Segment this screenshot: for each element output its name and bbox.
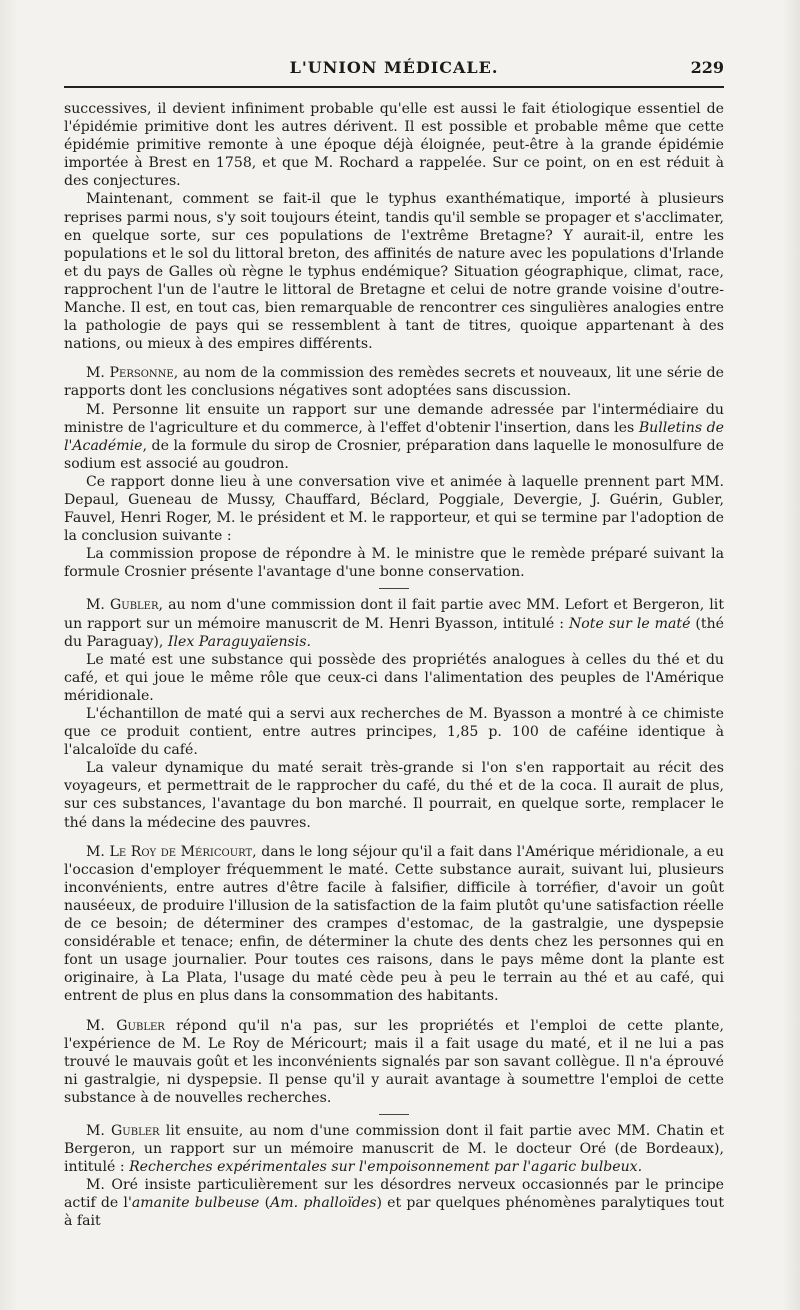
paragraph-epidemic-origin: successives, il devient infiniment probable qu'elle est aussi le fait étiologique essentiel de l'épidémie primitive dont les autres dérivent. Il est possible et probable même que cette épidémie primitive remonte à une époque déjà éloignée, peut-être à la grande épidémie importée à Brest en 1758, et que M. Rochard a rappelée. Sur ce point, on en est réduit à des conjectures. [64, 101, 724, 190]
page-number: 229 [690, 58, 724, 77]
species-name: amanite bulbeuse [131, 1195, 260, 1212]
running-header [64, 52, 724, 88]
speaker-name: M. Gubler [86, 597, 159, 614]
paragraph-gubler-mate-report: M. Gubler, au nom d'une commission dont il fait partie avec MM. Lefort et Bergeron, lit un rapport sur un mémoire manuscrit de M. Henri Byasson, intitulé : Note sur le maté (thé du Paraguay), Ilex Paraguyaïensis. [64, 597, 725, 650]
article-body [64, 100, 724, 1231]
paragraph-le-roy-remarks: M. Le Roy de Méricourt, dans le long séjour qu'il a fait dans l'Amérique méridionale, a eu l'occasion d'employer fréquemment le maté. Cette substance aurait, suivant lui, plusieurs inconvénients, entre autres d'être facile à falsifier, difficile à torréfier, d'avoir un goût nauséeux, de produire l'illusion de la satisfaction de la faim plutôt qu'une satisfaction réelle de ce besoin; de déterminer des crampes d'estomac, de la gastralgie, une dyspepsie considérable et tenace; enfin, de déterminer la chute des dents chez les personnes qui en font un usage journalier. Pour toutes ces raisons, dans le pays même dont la plante est originaire, à La Plata, l'usage du maté cède peu à peu le terrain au thé et au café, qui entrent de plus en plus dans la consommation des habitants. [64, 843, 724, 1005]
paragraph-ore-findings: M. Oré insiste particulièrement sur les désordres nerveux occasionnés par le principe actif de l'amanite bulbeuse (Am. phalloïdes) et par quelques phénomènes paralytiques tout à fait [64, 1177, 725, 1230]
section-divider [379, 588, 409, 589]
section-gap [64, 832, 724, 843]
speaker-name: M. Le Roy de Méricourt [86, 843, 253, 860]
paragraph-gubler-response: M. Gubler répond qu'il n'a pas, sur les propriétés et l'emploi de cette plante, l'expérience de M. Le Roy de Méricourt; mais il a fait usage du maté, et il ne lui a pas trouvé le mauvais goût et les inconvénients signalés par son savant collègue. Il n'a éprouvé ni gastralgie, ni dyspepsie. Il pense qu'il y aurait avantage à soumettre l'emploi de cette substance à de nouvelles recherches. [64, 1017, 724, 1106]
section-divider [379, 1114, 409, 1115]
journal-title: L'UNION MÉDICALE. [289, 58, 499, 77]
paragraph-gubler-agaric-report: M. Gubler lit ensuite, au nom d'une commission dont il fait partie avec MM. Chatin et Bergeron, un rapport sur un mémoire manuscrit de M. le docteur Oré (de Bordeaux), intitulé : Recherches expérimentales sur l'empoisonnement par l'agaric bulbeux. [64, 1122, 724, 1176]
section-gap [64, 353, 724, 364]
species-name: Ilex Paraguyaïensis. [167, 633, 311, 650]
paragraph-crosnier-request: M. Personne lit ensuite un rapport sur une demande adressée par l'intermédiaire du ministre de l'agriculture et du commerce, à l'effet d'obtenir l'insertion, dans les Bulletins de l'Académie, de la formule du sirop de Crosnier, préparation dans laquelle le monosulfure de sodium est associé au goudron. [64, 401, 724, 472]
speaker-name: M. Gubler [86, 1017, 165, 1034]
paragraph-mate-description: Le maté est une substance qui possède des propriétés analogues à celles du thé et du café, et qui joue le même rôle que ceux-ci dans l'alimentation des peuples de l'Amérique méridionale. [64, 651, 724, 704]
paragraph-personne-report: M. Personne, au nom de la commission des remèdes secrets et nouveaux, lit une série de rapports dont les conclusions négatives sont adoptées sans discussion. [64, 365, 724, 400]
publication-title: Bulletins de l'Académie [64, 419, 724, 454]
paragraph-commission-conclusion: La commission propose de répondre à M. le ministre que le remède préparé suivant la formule Crosnier présente l'avantage d'une bonne conservation. [64, 546, 724, 581]
paragraph-discussion: Ce rapport donne lieu à une conversation vive et animée à laquelle prennent part MM. Depaul, Gueneau de Mussy, Chauffard, Béclard, Poggiale, Devergie, J. Guérin, Gubler, Fauvel, Henri Roger, M. le président et M. le rapporteur, et qui se termine par l'adoption de la conclusion suivante : [64, 473, 724, 545]
memoir-title: Note sur le maté [568, 615, 691, 632]
speaker-name: M. Gubler [86, 1122, 160, 1139]
paragraph-typhus-bretagne: Maintenant, comment se fait-il que le typhus exanthématique, importé à plusieurs reprises parmi nous, s'y soit toujours éteint, tandis qu'il semble se propager et s'acclimater, en quelque sorte, sur ces populations de l'extrême Bretagne? Y aurait-il, entre les populations et le sol du littoral breton, des affinités de nature avec les populations d'Irlande et du pays de Galles où règne le typhus endémique? Situation géographique, climat, race, rapprochent l'un de l'autre le littoral de Bretagne et celui de notre grande voisine d'outre-Manche. Il est, en tout cas, bien remarquable de rencontrer ces singulières analogies entre la pathologie de pays qui se ressemblent à tant de titres, quoique appartenant à des nations, ou mieux à des empires différents. [64, 191, 724, 353]
memoir-title: Recherches expérimentales sur l'empoisonnement par l'agaric bulbeux. [129, 1159, 643, 1176]
paragraph-mate-value: La valeur dynamique du maté serait très-grande si l'on s'en rapportait au récit des voyageurs, et permettrait de le rapprocher du café, du thé et de la coca. Il aurait de plus, sur ces substances, l'avantage du bon marché. Il pourrait, en quelque sorte, remplacer le thé dans la médecine des pauvres. [64, 760, 724, 831]
paragraph-mate-caffeine: L'échantillon de maté qui a servi aux recherches de M. Byasson a montré à ce chimiste que ce produit contient, entre autres principes, 1,85 p. 100 de caféine identique à l'alcaloïde du café. [64, 706, 724, 759]
species-name: Am. phalloïdes [270, 1195, 377, 1212]
speaker-name: M. Personne [86, 365, 174, 382]
section-gap [64, 1006, 724, 1017]
